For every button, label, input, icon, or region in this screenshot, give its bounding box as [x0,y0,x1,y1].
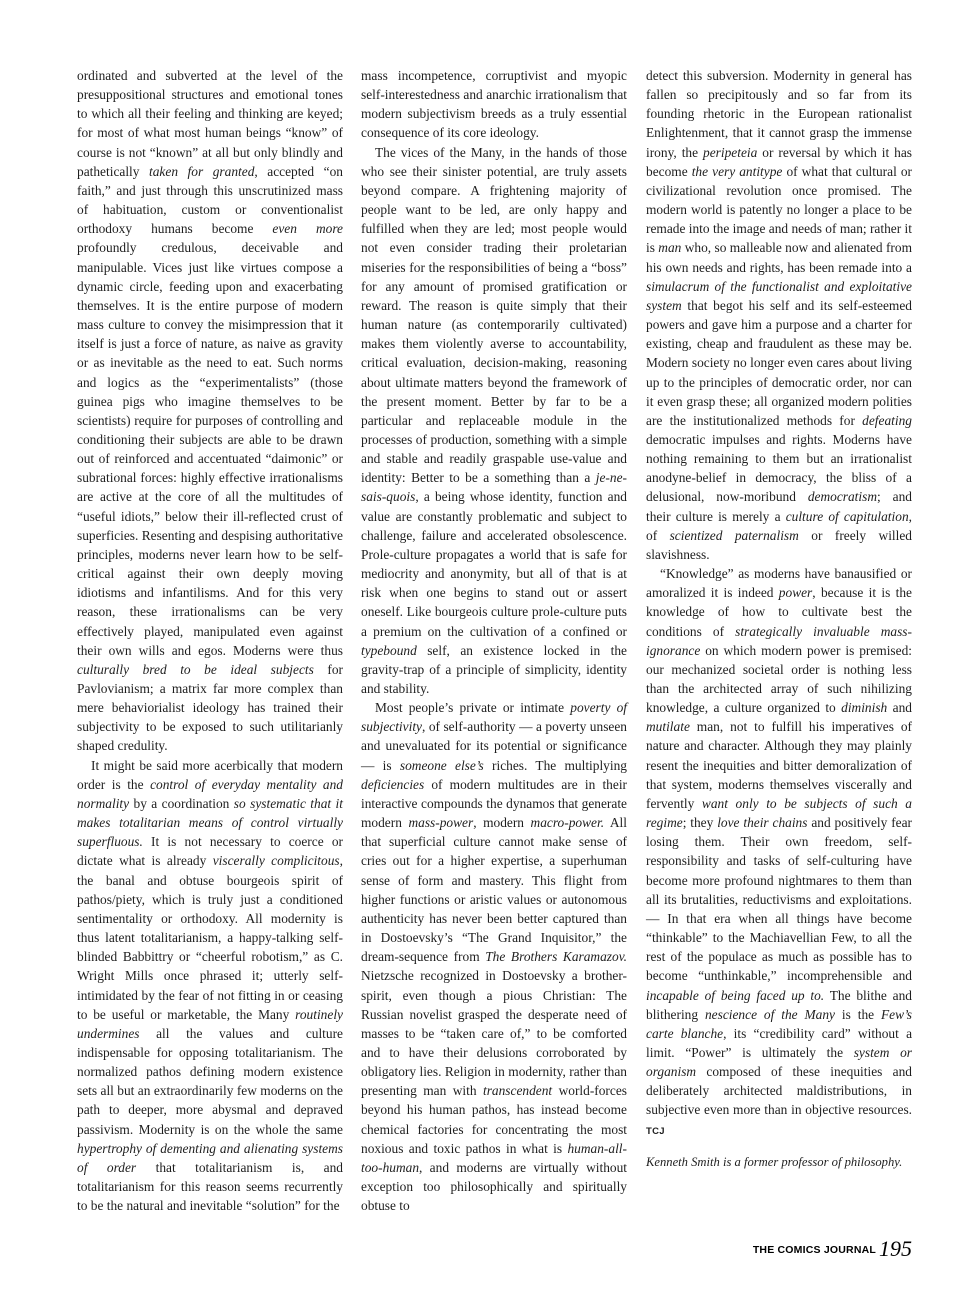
italic-text: hypertrophy of dementing and alienating systems of order [77,1140,343,1175]
italic-text: someone else’s [399,757,484,773]
text-run: composed of these inequities and deliberately architected maldistributions, in subjective even more than in objective resources. [646,1064,912,1118]
text-run: It might be said more acerbically that modern order is the [77,757,343,792]
text-run: The vices of the Many, in the hands of those who see their sinister potential, are truly assets beyond compare. A frightening majority of people want to be led, are only happy and fulfilled when they are led; most people would not even consider trading their proletarian miseries for the responsibilities of being a “boss” for any amount of promised gratification or reward. The reason is quite simply that their human nature (as contemporarily cultivated) makes them violently averse to accountability, critical evaluation, decision-making, reasoning about ultimate matters beyond the framework of the present moment. Better by far to be a particular and replaceable module in the processes of production, something with a simple and stable and readily graspable use-value and identity: Better to be a something than a [361,144,627,486]
text-run: who, so malleable now and alienated from his own needs and rights, has been remade into a [646,240,912,275]
text-run: detect this subversion. Modernity in general has fallen so precipitously and so far from its founding rhetoric in the European rationalist Enlightenment, that it cannot grasp the immense irony, the [646,68,912,160]
italic-text: deficiencies [361,776,425,792]
text-run: that begot his self and its self-esteemed powers and gave him a purpose and a charter for existing, cheap and fraudulent as these may be. Modern society no longer even cares about living up to the principles of democratic order, nor can it even grasp these; all organized modern polities are the institutionalized methods for [646,297,912,428]
text-column-3 [646,66,912,1172]
italic-text: peripeteia [703,144,758,160]
text-run: by a coordination [129,795,234,811]
text-run: , of self-authority — a poverty unseen and unevaluated for its potential or significance — is [361,719,627,773]
paragraph [361,66,627,143]
paragraph [646,66,912,564]
italic-text: incapable of being faced up to. [646,987,825,1003]
text-run: profoundly credulous, deceivable and manipulable. Vices just like virtues compose a dynamic circle, feeding upon and exacerbating themselves. It is the entire purpose of modern mass culture to convey the misimpression that it itself is just a force of nature, as naive as gravity or as inevitable as the need to eat. Such norms and logics as the “experimentalists” (those guinea pigs who imagine themselves to be scientists) require for purposes of controlling and conditioning their subjects are able to be drawn out of reinforced and accentuated “daimonic” or subrational forces: highly effective irrationalisms are active at the core of all the multitudes of “useful idiots,” below their ill-reflected crust of superficies. Resenting and despising authoritative principles, moderns never learn how to be self-critical against their own deeply moving idiotisms and infantilisms. And for this very reason, these irrationalisms can be very effectively played, manipulated even against their own wills and egos. Moderns were thus [77,240,343,658]
text-run: that totalitarianism is, and totalitarianism for this reason seems recurrently to be the natural and inevitable “solution” for the [77,1159,343,1214]
italic-text: system or organism [646,1044,912,1080]
italic-text: defeating [862,412,912,428]
italic-text: taken for granted [149,163,255,179]
italic-text: even more [272,221,343,237]
text-run: or reversal by which it has become [646,144,912,179]
text-run: All that superficial culture cannot make sense of cries out for a higher expertise, a superhuman sense of form and mastery. This flight from higher functions or aristic values or autonomous authenticity has never been better captured than in Dostoevsky’s “The Grand Inquisitor,” the dream-sequence from [361,815,627,965]
text-run: Nietzsche recognized in Dostoevsky a brother-spirit, even though a pious Christian: The Russian novelist grasped the desperate need of masses to be “taken care of,” to be comforted and to have their delusions corroborated by obligatory lies. Religion in modernity, rather than presenting man with [361,968,627,1099]
italic-text: mass-power [408,815,474,831]
text-run: democratic impulses and rights. Moderns have nothing remaining to them but an irrationalist anodyne-belief in democracy, the bliss of a delusional, now-moribund [646,431,912,505]
text-run: and [887,700,912,716]
paragraph [361,698,627,1215]
italic-text: viscerally complicitous [212,853,340,869]
text-run: on which modern power is premised: our mechanized societal order is nothing less than the architected array of such nihilizing knowledge, a culture organized to [646,642,912,716]
text-run: of what that cultural or civilizational revolution once promised. The modern world is patently no longer a place to be remade into the image and needs of man; rather it is [646,163,913,256]
magazine-name: THE COMICS JOURNAL [752,1244,876,1256]
italic-text: culturally bred to be ideal subjects [77,661,314,677]
italic-text: democratism [807,489,878,505]
italic-text: diminish [841,700,888,716]
italic-text: love their chains [717,815,808,831]
text-run: mass incompetence, corruptivist and myopic self-interestedness and anarchic irrationalism that modern subjectivism breeds as a truly essential consequence of its core ideology. [361,68,627,141]
text-run: ordinated and subverted at the level of the presuppositional structures and emotional tones to which all their feeling and thinking are keyed; for most of what most human beings “know” of course is not “known” at all but only blindly and pathetically [77,68,343,179]
text-run: or freely willed slavishness. [646,527,912,562]
text-run: is the [834,1006,881,1022]
italic-text: culture of capitulation [785,508,909,524]
italic-text: routinely undermines [77,1006,343,1041]
italic-text: scientized paternalism [669,527,799,543]
italic-text: Few’s carte blanche [646,1006,912,1041]
text-run: , the banal and obtuse bourgeois spirit of pathos/piety, which is truly just a conditioned sentimentality or orthodoxy. All modernity is thus latent totalitarianism, a happy-talking self-blinded Babbittry or “cheerful robotism,” as C. Wright Mills once phrased it; utterly self-intimidated by the fear of not fitting in or ceasing to be useful or marketable, the Many [77,853,343,1022]
italic-text: macro-power. [530,815,605,831]
italic-text: typebound [361,642,417,658]
text-run: It is not necessary to coerce or dictate what is already [77,834,343,869]
italic-text: so systematic that it makes totalitarian means of control virtually superfluous. [77,795,343,850]
italic-text: strategically invaluable mass-ignorance [646,623,912,658]
end-mark: TCJ [646,1125,665,1137]
text-column-2 [361,66,627,1215]
text-run: man, not to fulfill his imperatives of nature and character. Although they may plainly resent the inequities and bitter demoralization of that system, moderns themselves viscerally and fervently [646,719,912,811]
italic-text: je-ne-sais-quois [361,470,627,505]
italic-text: The Brothers Karamazov. [485,949,627,965]
text-run: and positively fear losing them. Their own freedom, self-responsibility and tasks of self-culturing have become more profound nightmares to them than all its brutalities, reductivisms and exploitations. — In that era when all things have become “thinkable” to the Machiavellian Few, to all the rest of the populace as much as possible has to become “unthinkable,” incomprehensible and [646,815,913,984]
text-run: , of [646,508,912,543]
italic-text: power [778,585,813,601]
italic-text: transcendent [482,1083,553,1099]
text-run: Most people’s private or intimate [375,700,571,716]
text-run: , a being whose identity, function and value are constantly problematic and subject to challenge, failure and accelerated obsolescence. Prole-culture propagates a world that is safe for mediocrity and anonymity, but all of that is at risk when one begins to stand out or assert oneself. Like bourgeois culture prole-culture puts a premium on the cultivation of a confined or [361,489,627,639]
text-run: riches. The multiplying [483,757,627,773]
text-run: , its “credibility card” without a limit. “Power” is ultimately the [646,1025,913,1060]
text-run: of modern multitudes are in their interactive compounds the dynamos that generate modern [361,776,627,831]
text-run: all the values and culture indispensable for opposing totalitarianism. The normalized pathos defining modern existence sets all but an extraordinarily few moderns on the path to deeper, more abysmal and depraved passivism. Modernity is on the whole the same [77,1025,343,1137]
italic-text: poverty of subjectivity [361,700,627,735]
text-run: , accepted “on faith,” and just through this unscrutinized mass of habituation, custom or conventionalist orthodoxy humans become [77,163,343,237]
italic-text: the very antitype [691,163,783,179]
text-run: , because it is the knowledge of how to cultivate best the conditions of [646,585,912,639]
paragraph [361,143,627,699]
paragraph [77,756,343,1216]
text-run: self, an existence locked in the gravity-trap of a principle of simplicity, identity and stability. [361,642,627,696]
text-column-1 [77,66,343,1215]
text-run: for Pavlovianism; a matrix far more complex than mere behaviorialist ideology has trained their subjectivity to be exposed to such utilitarianly shaped credulity. [77,661,343,754]
italic-text: mutilate [646,719,690,735]
page-number: 195 [879,1236,912,1261]
italic-text: want only to be subjects of such a regime [646,795,912,831]
italic-text: simulacrum of the functionalist and exploitative system [646,278,912,313]
text-run: world-forces beyond his human pathos, has instead become chemical factories for concentrating the most noxious and toxic pathos in what is [361,1083,627,1156]
text-run: “Knowledge” as moderns have banausified or amoralized it is indeed [646,566,912,601]
text-run: The blithe and blithering [646,987,912,1022]
text-run: , modern [473,815,531,831]
page-footer [700,1236,912,1262]
paragraph [77,66,343,756]
text-run: ; they [682,815,718,831]
italic-text: control of everyday mentality and normality [77,776,343,811]
paragraph [646,564,912,1141]
italic-text: human-all-too-human [361,1140,627,1175]
italic-text: man [658,240,682,256]
text-run: ; and their culture is merely a [646,489,912,524]
author-bio: Kenneth Smith is a former professor of philosophy. [646,1154,903,1169]
italic-text: nescience of the Many [704,1006,835,1022]
text-run: , and moderns are virtually without exception too philosophically and spiritually obtuse to [361,1159,627,1214]
